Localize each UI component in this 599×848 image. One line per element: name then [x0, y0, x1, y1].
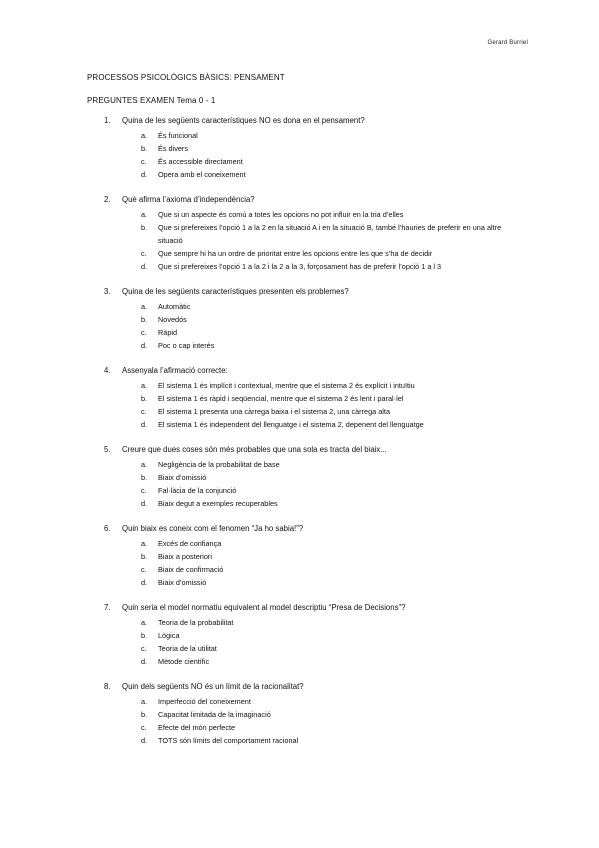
option-text: El sistema 1 és ràpid i seqüencial, mentre que el sistema 2 és lent i paral·lel	[158, 394, 404, 403]
question-line	[0, 287, 599, 300]
question-text: Quina de les següents característiques presenten els problemes?	[122, 287, 349, 296]
question-number: 2.	[104, 195, 111, 204]
option-text: Efecte del món perfecte	[158, 723, 236, 732]
question-number: 8.	[104, 682, 111, 691]
answer-option	[0, 379, 599, 392]
answer-option	[0, 418, 599, 431]
option-letter: b.	[141, 315, 148, 324]
question-text: Creure que dues coses són més probables que una sola es tracta del biaix...	[122, 445, 387, 454]
question-text: Quina de les següents característiques NO es dona en el pensament?	[122, 116, 365, 125]
option-text: El sistema 1 presenta una càrrega baixa i el sistema 2, una càrrega alta	[158, 407, 391, 416]
option-letter: d.	[141, 499, 148, 508]
option-text: És accessible directament	[158, 157, 243, 166]
answer-option	[0, 537, 599, 550]
answer-option	[0, 155, 599, 168]
question-item	[0, 603, 599, 668]
option-letter: b.	[141, 223, 148, 232]
option-letter: a.	[141, 381, 148, 390]
option-letter: c.	[141, 328, 147, 337]
option-text: Teoria de la probabilitat	[158, 618, 234, 627]
answer-option	[0, 326, 599, 339]
option-text: El sistema 1 és independent del llenguatge i el sistema 2, depenent del llenguatge	[158, 420, 424, 429]
answer-option	[0, 247, 599, 260]
answer-option	[0, 471, 599, 484]
option-letter: c.	[141, 486, 147, 495]
option-text: Lògica	[158, 631, 180, 640]
option-letter: a.	[141, 539, 148, 548]
option-letter: c.	[141, 565, 147, 574]
option-letter: d.	[141, 736, 148, 745]
option-text: Biaix de confirmació	[158, 565, 224, 574]
answer-option	[0, 497, 599, 510]
option-text: Imperfecció del coneixement	[158, 697, 251, 706]
option-letter: b.	[141, 394, 148, 403]
question-list	[0, 116, 599, 761]
answer-option	[0, 616, 599, 629]
question-line	[0, 603, 599, 616]
option-letter: a.	[141, 618, 148, 627]
option-letter: a.	[141, 131, 148, 140]
option-text: Ràpid	[158, 328, 178, 337]
question-line	[0, 366, 599, 379]
question-number: 1.	[104, 116, 111, 125]
option-letter: a.	[141, 210, 148, 219]
question-item	[0, 682, 599, 747]
option-text: Negligència de la probabilitat de base	[158, 460, 280, 469]
question-number: 6.	[104, 524, 111, 533]
answer-option	[0, 550, 599, 563]
option-letter: b.	[141, 144, 148, 153]
question-text: Quin dels següents NO és un límit de la racionalitat?	[122, 682, 304, 691]
option-text: Biaix d’omissió	[158, 578, 207, 587]
option-letter: a.	[141, 460, 148, 469]
question-line	[0, 682, 599, 695]
question-number: 4.	[104, 366, 111, 375]
option-letter: c.	[141, 407, 147, 416]
answer-option	[0, 655, 599, 668]
question-item	[0, 195, 599, 273]
option-letter: b.	[141, 552, 148, 561]
answer-option	[0, 629, 599, 642]
answer-option	[0, 129, 599, 142]
option-text: És divers	[158, 144, 189, 153]
option-letter: b.	[141, 473, 148, 482]
answer-option	[0, 168, 599, 181]
option-text: Opera amb el coneixement	[158, 170, 246, 179]
question-text: Assenyala l’afirmació correcte:	[122, 366, 228, 375]
option-text: Biaix a posteriori	[158, 552, 212, 561]
option-text: Mètode científic	[158, 657, 210, 666]
question-text: Quin seria el model normatiu equivalent al model descriptiu “Presa de Decisions”?	[122, 603, 406, 612]
option-letter: b.	[141, 631, 148, 640]
option-text: Poc o cap interès	[158, 341, 215, 350]
question-number: 5.	[104, 445, 111, 454]
question-line	[0, 445, 599, 458]
option-letter: a.	[141, 302, 148, 311]
option-text: Biaix d’omissió	[158, 473, 207, 482]
question-item	[0, 366, 599, 431]
option-text: Novedós	[158, 315, 187, 324]
option-text: El sistema 1 és implícit i contextual, mentre que el sistema 2 és explícit i intuïtiu	[158, 381, 415, 390]
option-text: Capacitat limitada de la imaginació	[158, 710, 271, 719]
option-letter: c.	[141, 644, 147, 653]
option-letter: d.	[141, 341, 148, 350]
question-item	[0, 287, 599, 352]
option-letter: d.	[141, 420, 148, 429]
answer-option	[0, 484, 599, 497]
option-text: Que sempre hi ha un ordre de prioritat entre les opcions entre les que s’ha de decidir	[158, 249, 433, 258]
answer-option	[0, 392, 599, 405]
question-text: Quin biaix es coneix com el fenomen “Ja ho sabia!”?	[122, 524, 304, 533]
question-line	[0, 195, 599, 208]
answer-option	[0, 405, 599, 418]
question-number: 3.	[104, 287, 111, 296]
option-letter: d.	[141, 170, 148, 179]
author-name: Gerard Burriel	[487, 40, 528, 46]
question-item	[0, 445, 599, 510]
option-text: Que si prefereixes l’opció 1 a la 2 en la situació A i en la situació B, també l’hauries de preferir en una altre situació	[158, 223, 502, 245]
option-letter: d.	[141, 578, 148, 587]
answer-option	[0, 721, 599, 734]
document-title: PROCESSOS PSICOLÒGICS BÀSICS: PENSAMENT	[87, 73, 285, 82]
option-text: Teoria de la utilitat	[158, 644, 217, 653]
answer-option	[0, 734, 599, 747]
answer-option	[0, 300, 599, 313]
question-line	[0, 116, 599, 129]
option-text: És funcional	[158, 131, 198, 140]
answer-option	[0, 142, 599, 155]
question-item	[0, 524, 599, 589]
option-text: Que si prefereixes l’opció 1 a la 2 i la 2 a la 3, forçosament has de preferir l’opció 1 a l 3	[158, 262, 442, 271]
answer-option	[0, 708, 599, 721]
answer-option	[0, 563, 599, 576]
option-letter: b.	[141, 710, 148, 719]
answer-option	[0, 313, 599, 326]
question-text: Què afirma l’axioma d’independència?	[122, 195, 255, 204]
option-letter: c.	[141, 157, 147, 166]
answer-option	[0, 208, 599, 221]
option-text: Biaix degut a exemples recuperables	[158, 499, 278, 508]
option-letter: c.	[141, 723, 147, 732]
question-number: 7.	[104, 603, 111, 612]
document-subtitle: PREGUNTES EXAMEN Tema 0 - 1	[87, 96, 216, 105]
option-text: Fal·làcia de la conjunció	[158, 486, 237, 495]
option-text: Excés de confiança	[158, 539, 222, 548]
answer-option	[0, 642, 599, 655]
option-letter: d.	[141, 657, 148, 666]
option-letter: a.	[141, 697, 148, 706]
answer-option	[0, 260, 599, 273]
option-text: TOTS són límits del comportament racional	[158, 736, 299, 745]
answer-option	[0, 576, 599, 589]
question-line	[0, 524, 599, 537]
question-item	[0, 116, 599, 181]
answer-option	[0, 339, 599, 352]
answer-option	[0, 695, 599, 708]
option-letter: d.	[141, 262, 148, 271]
answer-option	[0, 221, 599, 247]
option-text: Que si un aspecte és comú a totes les opcions no pot influir en la tria d’elles	[158, 210, 404, 219]
option-letter: c.	[141, 249, 147, 258]
answer-option	[0, 458, 599, 471]
option-text: Automàtic	[158, 302, 191, 311]
